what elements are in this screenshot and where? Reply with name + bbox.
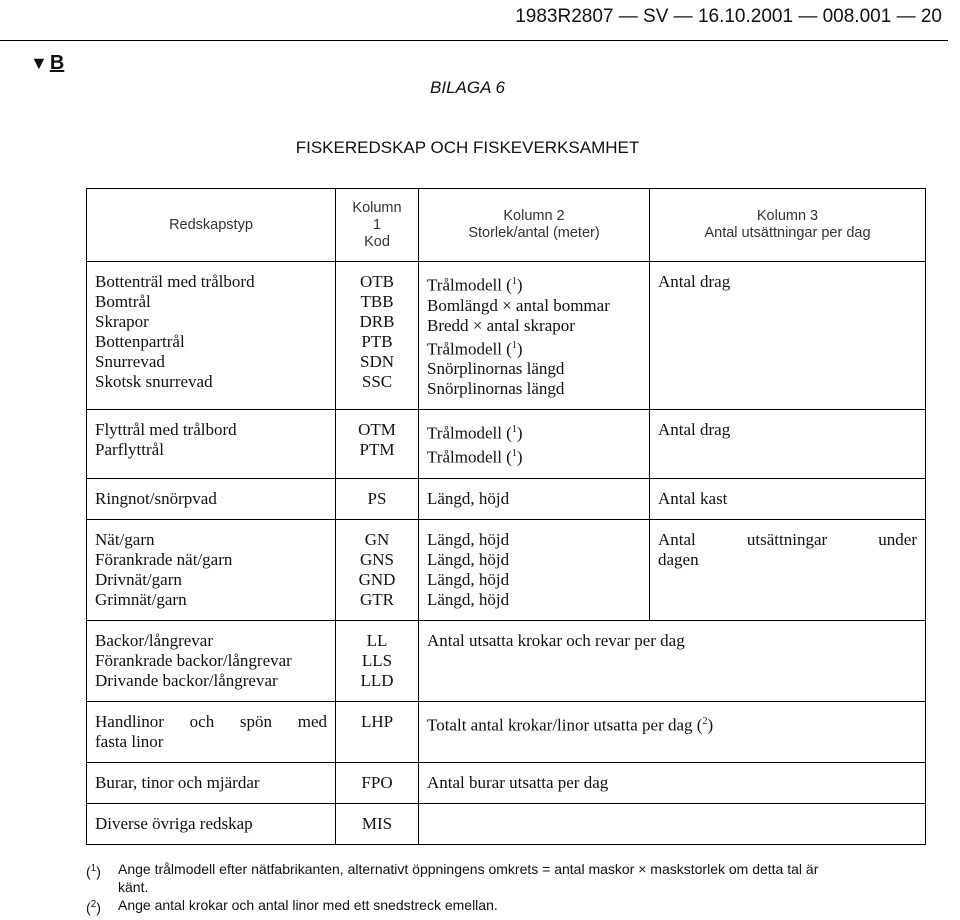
gear-type-cell: Flyttrål med trålbord Parflyttrål <box>87 410 336 478</box>
size-cell: Längd, höjd Längd, höjd Längd, höjd Längd, höjd <box>419 519 650 620</box>
doc-ref: 1983R2807 <box>515 6 614 27</box>
col-header-gear-type: Redskapstyp <box>87 189 336 262</box>
table-row <box>87 762 926 803</box>
gear-type-cell: Handlinor och spön med fasta linor <box>87 701 336 762</box>
code-cell: OTM PTM <box>336 410 419 478</box>
footnote-2 <box>86 896 838 917</box>
footnote-1 <box>86 860 838 896</box>
count-cell: Antal drag <box>650 410 926 478</box>
code-cell: LHP <box>336 701 419 762</box>
merged-size-count-cell: Antal burar utsatta per dag <box>419 762 926 803</box>
table-row <box>87 478 926 519</box>
gear-type-cell: Nät/garn Förankrade nät/garn Drivnät/garn Grimnät/garn <box>87 519 336 620</box>
footnote-mark: ($^1$) <box>86 863 101 880</box>
page-number: 20 <box>920 6 942 27</box>
table-row <box>87 262 926 410</box>
count-cell: Antal utsättningar under dagen <box>650 519 926 620</box>
col-header-size: Kolumn 2 Storlek/antal (meter) <box>419 189 650 262</box>
merged-size-count-cell <box>419 803 926 844</box>
table-header-row <box>87 189 926 262</box>
col-header-count: Kolumn 3 Antal utsättningar per dag <box>650 189 926 262</box>
footnote-text: Ange trålmodell efter nätfabrikanten, alternativt öppningens omkrets = antal maskor × maskstorlek om detta tal är känt. <box>118 861 819 895</box>
count-cell: Antal kast <box>650 478 926 519</box>
marker-letter: B <box>49 52 65 74</box>
size-cell: Trålmodell ($^1$) Bomlängd × antal bommar Bredd × antal skrapor Trålmodell ($^1$) Snörplinornas längd Snörplinornas längd <box>419 262 650 410</box>
code-cell: LL LLS LLD <box>336 620 419 701</box>
footnotes <box>86 860 838 917</box>
merged-size-count-cell: Totalt antal krokar/linor utsatta per dag ($^2$) <box>419 701 926 762</box>
footnote-mark: ($^2$) <box>86 899 101 916</box>
annex-label: BILAGA 6 <box>430 78 505 97</box>
running-header <box>0 4 948 41</box>
count-cell: Antal drag <box>650 262 926 410</box>
gear-type-cell: Diverse övriga redskap <box>87 803 336 844</box>
doc-lang: SV <box>643 6 669 27</box>
header-text: 1983R2807 — SV — 16.10.2001 — 008.001 — 20 <box>515 6 942 27</box>
size-cell: Trålmodell ($^1$) Trålmodell ($^1$) <box>419 410 650 478</box>
gear-table <box>86 188 926 845</box>
table-row <box>87 410 926 478</box>
amendment-marker <box>30 52 64 75</box>
code-cell: MIS <box>336 803 419 844</box>
col-header-code: Kolumn 1 Kod <box>336 189 419 262</box>
size-cell: Längd, höjd <box>419 478 650 519</box>
code-cell: FPO <box>336 762 419 803</box>
code-cell: PS <box>336 478 419 519</box>
code-cell: OTB TBB DRB PTB SDN SSC <box>336 262 419 410</box>
table-row <box>87 519 926 620</box>
gear-type-cell: Bottenträl med trålbord Bomtrål Skrapor Bottenpartrål Snurrevad Skotsk snurrevad <box>87 262 336 410</box>
footnote-text: Ange antal krokar och antal linor med ett snedstreck emellan. <box>118 897 498 913</box>
gear-type-cell: Burar, tinor och mjärdar <box>87 762 336 803</box>
page-title: FISKEREDSKAP OCH FISKEVERKSAMHET <box>295 138 640 157</box>
table-row <box>87 620 926 701</box>
doc-date: 16.10.2001 <box>697 6 794 27</box>
table-row <box>87 701 926 762</box>
gear-type-cell: Ringnot/snörpvad <box>87 478 336 519</box>
code-cell: GN GNS GND GTR <box>336 519 419 620</box>
triangle-down-icon: ▼ <box>30 53 48 73</box>
table-row <box>87 803 926 844</box>
page-code: 008.001 <box>822 6 892 27</box>
gear-type-cell: Backor/långrevar Förankrade backor/långrevar Drivande backor/långrevar <box>87 620 336 701</box>
merged-size-count-cell: Antal utsatta krokar och revar per dag <box>419 620 926 701</box>
